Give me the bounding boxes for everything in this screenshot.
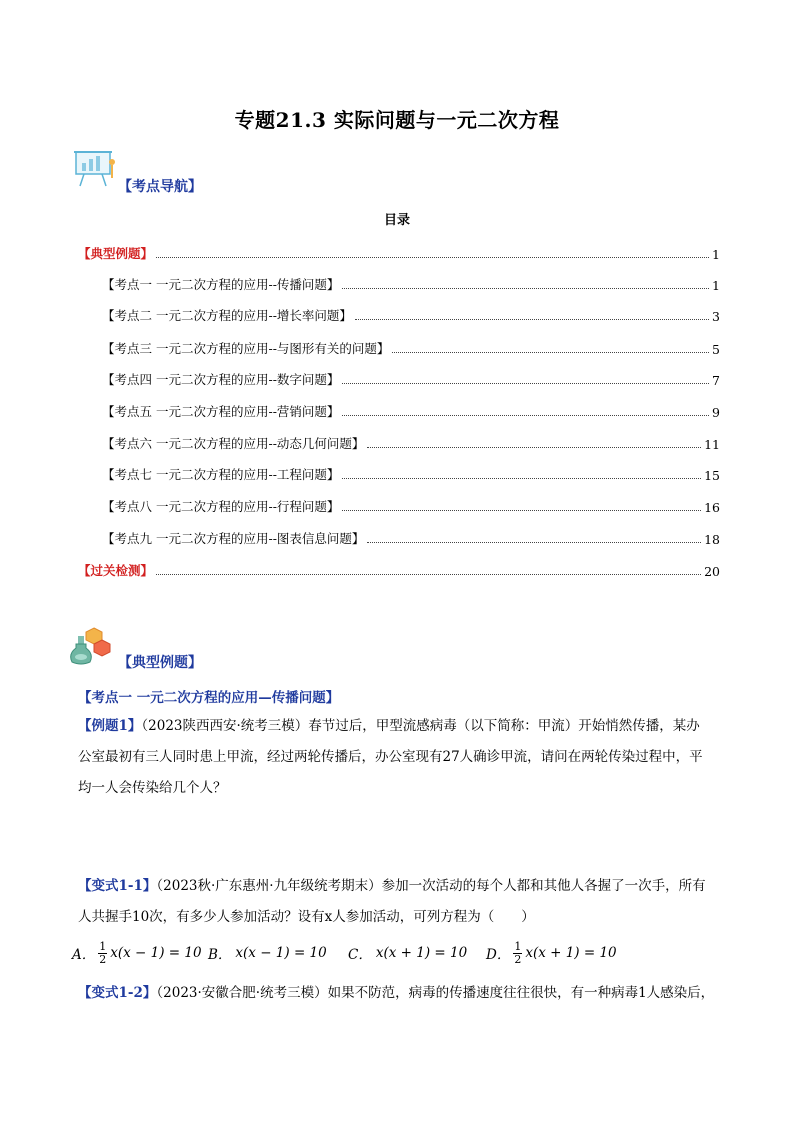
toc-title: 目录 [383,213,410,228]
toc-item[interactable]: 【考点五 一元二次方程的应用--营销问题】 9 [102,404,720,420]
toc-item[interactable]: 【考点六 一元二次方程的应用--动态几何问题】 11 [102,436,720,452]
toc-item[interactable]: 【过关检测】 20 [78,563,720,579]
example-1: 【例题1】（2023陕西西安·统考三模）春节过后，甲型流感病毒（以下简称：甲流）开始悄然传播，某办 公室最初有三人同时患上甲流，经过两轮传播后，办公室现有27人确诊甲流，请问在两轮传染过程中，平 均一人会传染给几个人？ [78,718,703,796]
section-heading: 【典型例题】 [118,655,202,671]
topic-heading: 【考点一 一元二次方程的应用—传播问题】 [78,690,340,706]
toc-item[interactable]: 【考点七 一元二次方程的应用--工程问题】 15 [102,467,720,483]
choice-c[interactable]: C． x(x + 1) = 10 [348,945,468,963]
toc-item[interactable]: 【考点八 一元二次方程的应用--行程问题】 16 [102,499,720,515]
variant-1-1: 【变式1-1】（2023秋·广东惠州·九年级统考期末）参加一次活动的每个人都和其他人各握了一次手，所有 人共握手10次，有多少人参加活动？设有x人参加活动，可列方程为（ ） [78,878,706,925]
flask-icon [70,626,114,666]
toc-item[interactable]: 【考点三 一元二次方程的应用--与图形有关的问题】 5 [102,341,720,357]
variant-tag: 【变式1-2】 [78,985,157,1001]
variant-1-2: 【变式1-2】（2023·安徽合肥·统考三模）如果不防范，病毒的传播速度往往很快，有一种病毒1人感染后， [78,985,715,1001]
toc-item[interactable]: 【考点九 一元二次方程的应用--图表信息问题】 18 [102,531,720,547]
toc-item[interactable]: 【考点一 一元二次方程的应用--传播问题】 1 [102,277,720,293]
example-tag: 【例题1】 [78,718,142,734]
choice-d[interactable]: D． $\frac{1}{2}$ x(x + 1) = 10 [486,939,617,966]
page-title: 专题21.3 实际问题与一元二次方程 [234,108,560,132]
choice-b[interactable]: B． x(x − 1) = 10 [208,945,327,963]
fraction: $\frac{1}{2}$ [99,939,107,966]
toc-item[interactable]: 【典型例题】 1 [78,246,720,262]
fraction: $\frac{1}{2}$ [514,939,522,966]
nav-heading: 【考点导航】 [118,179,202,195]
presentation-board-icon [72,148,118,188]
toc-item[interactable]: 【考点二 一元二次方程的应用--增长率问题】 3 [102,308,720,324]
variant-tag: 【变式1-1】 [78,878,157,894]
answer-choices [72,935,722,971]
choice-a[interactable]: A． $\frac{1}{2}$ x(x − 1) = 10 [72,939,202,966]
toc-item[interactable]: 【考点四 一元二次方程的应用--数字问题】 7 [102,372,720,388]
